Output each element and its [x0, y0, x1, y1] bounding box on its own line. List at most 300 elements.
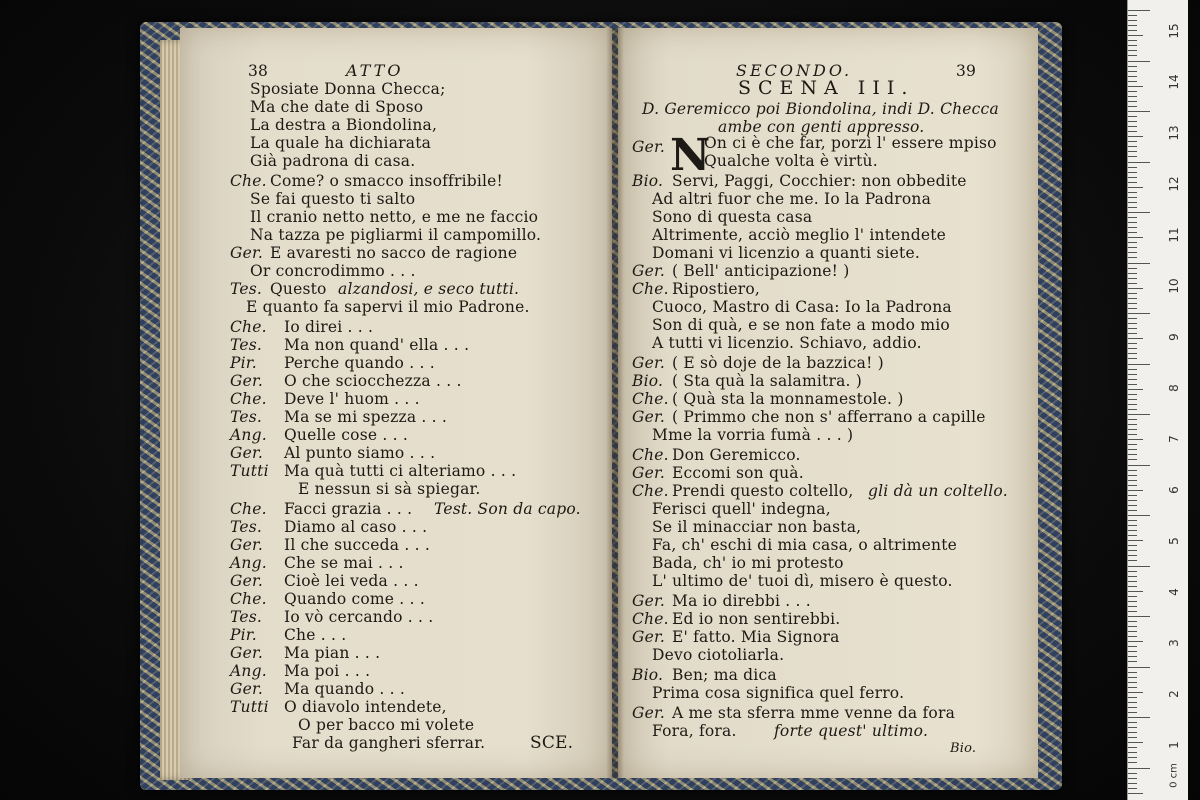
ruler-tick	[1128, 293, 1137, 294]
ruler-label: 0 cm	[1168, 763, 1180, 788]
speaker-label: Pir.	[230, 354, 257, 372]
text-line: Ma pian . . .	[284, 644, 381, 662]
ruler-tick	[1128, 212, 1150, 213]
ruler-tick	[1128, 126, 1137, 127]
text-line: La destra a Biondolina,	[250, 116, 438, 134]
text-line: Facci grazia . . .	[284, 500, 413, 518]
speaker-label: Che.	[230, 500, 267, 518]
text-line: Qualche volta è virtù.	[704, 152, 878, 170]
ruler-tick	[1128, 40, 1137, 41]
text-line: Ma non quand' ella . . .	[284, 336, 470, 354]
ruler-tick	[1128, 525, 1137, 526]
ruler-tick	[1128, 20, 1137, 21]
text-line: Cuoco, Mastro di Casa: Io la Padrona	[652, 298, 952, 316]
speaker-label: Tes.	[230, 336, 262, 354]
ruler-label: 3	[1167, 639, 1181, 647]
ruler-tick	[1128, 510, 1137, 511]
ruler-label: 14	[1167, 74, 1181, 90]
text-line: E avaresti no sacco de ragione	[270, 244, 518, 262]
text-line: Na tazza pe pigliarmi il campomillo.	[250, 226, 542, 244]
ruler-tick	[1128, 232, 1137, 233]
right-running-head: SECONDO.	[736, 61, 853, 80]
ruler-tick	[1128, 257, 1137, 258]
catchword: SCE.	[530, 733, 574, 753]
ruler-tick	[1128, 783, 1137, 784]
ruler-tick	[1128, 369, 1137, 370]
ruler-tick	[1128, 424, 1137, 425]
text-line: Bada, ch' io mi protesto	[652, 554, 844, 572]
ruler-tick	[1128, 459, 1137, 460]
ruler-tick	[1128, 596, 1137, 597]
ruler-label: 15	[1167, 23, 1181, 39]
text-line: Sposiate Donna Checca;	[250, 80, 446, 98]
ruler-tick	[1128, 187, 1143, 188]
ruler-tick	[1128, 566, 1150, 567]
left-page	[180, 28, 612, 778]
ruler-tick	[1128, 475, 1137, 476]
ruler-tick	[1128, 631, 1137, 632]
text-line: Perche quando . . .	[284, 354, 435, 372]
ruler-tick	[1128, 490, 1143, 491]
ruler-tick	[1128, 480, 1137, 481]
text-line: Io vò cercando . . .	[284, 608, 434, 626]
ruler-tick	[1128, 419, 1137, 420]
text-line: Ad altri fuor che me. Io la Padrona	[652, 190, 932, 208]
ruler-tick	[1128, 434, 1137, 435]
speaker-label: Che.	[632, 280, 669, 298]
ruler-tick	[1128, 626, 1137, 627]
speaker-label: Ger.	[230, 536, 263, 554]
drop-cap: N	[670, 130, 711, 181]
ruler-tick	[1128, 535, 1137, 536]
text-line: Ma io direbbi . . .	[672, 592, 811, 610]
text-line: Fa, ch' eschi di mia casa, o altrimente	[652, 536, 958, 554]
ruler-tick	[1128, 530, 1137, 531]
ruler-tick	[1128, 71, 1137, 72]
ruler-tick	[1128, 364, 1150, 365]
ruler-tick	[1128, 81, 1137, 82]
text-line: Eccomi son quà.	[672, 464, 804, 482]
ruler-label: 8	[1167, 384, 1181, 392]
ruler-tick	[1128, 793, 1143, 794]
ruler-tick	[1128, 444, 1137, 445]
ruler-tick	[1128, 399, 1137, 400]
ruler-tick	[1128, 252, 1137, 253]
text-line: Il cranio netto netto, e me ne faccio	[250, 208, 539, 226]
text-line: Domani vi licenzio a quanti siete.	[652, 244, 920, 262]
ruler-tick	[1128, 141, 1137, 142]
left-running-head: ATTO	[346, 61, 404, 80]
ruler-tick	[1128, 86, 1143, 87]
speaker-label: Tes.	[230, 408, 262, 426]
text-line: O che sciocchezza . . .	[284, 372, 462, 390]
left-page-number: 38	[248, 62, 269, 80]
text-line: On ci è che far, porzì l' essere mpiso	[704, 134, 997, 152]
speaker-label: Bio.	[632, 372, 664, 390]
measuring-ruler	[1127, 0, 1188, 800]
ruler-tick	[1128, 106, 1137, 107]
speaker-label: Tes.	[230, 280, 262, 298]
ruler-tick	[1128, 707, 1137, 708]
ruler-tick	[1128, 303, 1137, 304]
ruler-tick	[1128, 76, 1137, 77]
ruler-tick	[1128, 283, 1137, 284]
ruler-tick	[1128, 571, 1137, 572]
ruler-tick	[1128, 111, 1150, 112]
ruler-tick	[1128, 788, 1137, 789]
ruler-tick	[1128, 717, 1150, 718]
ruler-tick	[1128, 641, 1143, 642]
text-line: Ma quando . . .	[284, 680, 405, 698]
text-line: Mme la vorria fumà . . . )	[652, 426, 854, 444]
ruler-tick	[1128, 146, 1137, 147]
text-line: Al punto siamo . . .	[284, 444, 436, 462]
text-line: Che se mai . . .	[284, 554, 404, 572]
ruler-tick	[1128, 409, 1137, 410]
speaker-label: Ger.	[230, 244, 263, 262]
ruler-tick	[1128, 268, 1137, 269]
ruler-tick	[1128, 151, 1137, 152]
ruler-tick	[1128, 227, 1137, 228]
ruler-label: 13	[1167, 125, 1181, 141]
ruler-tick	[1128, 555, 1137, 556]
speaker-label: Che.	[230, 390, 267, 408]
text-line: Ma che date di Sposo	[250, 98, 424, 116]
speaker-label: Bio.	[632, 172, 664, 190]
ruler-tick	[1128, 217, 1137, 218]
scene-description: D. Geremicco poi Biondolina, indi D. Checca	[642, 100, 999, 118]
text-line: Cioè lei veda . . .	[284, 572, 419, 590]
ruler-tick	[1128, 581, 1137, 582]
ruler-tick	[1128, 25, 1137, 26]
ruler-tick	[1128, 601, 1137, 602]
stage-direction: forte quest' ultimo.	[774, 722, 929, 740]
speaker-label: Che.	[632, 610, 669, 628]
ruler-tick	[1128, 757, 1137, 758]
text-line: Ma quà tutti ci alteriamo . . .	[284, 462, 517, 480]
ruler-tick	[1128, 762, 1137, 763]
ruler-tick	[1128, 722, 1137, 723]
speaker-label: Che.	[632, 390, 669, 408]
ruler-tick	[1128, 414, 1150, 415]
ruler-tick	[1128, 778, 1137, 779]
ruler-tick	[1128, 91, 1137, 92]
ruler-tick	[1128, 318, 1137, 319]
ruler-tick	[1128, 636, 1137, 637]
text-line: Ma poi . . .	[284, 662, 371, 680]
speaker-label: Bio.	[632, 666, 664, 684]
ruler-tick	[1128, 747, 1137, 748]
text-line: Ferisci quell' indegna,	[652, 500, 831, 518]
ruler-tick	[1128, 384, 1137, 385]
ruler-tick	[1128, 439, 1143, 440]
text-line: Come? o smacco insoffribile!	[270, 172, 503, 190]
text-line: Già padrona di casa.	[250, 152, 416, 170]
ruler-tick	[1128, 732, 1137, 733]
speaker-label: Ang.	[230, 662, 267, 680]
ruler-tick	[1128, 30, 1137, 31]
ruler-tick	[1128, 687, 1137, 688]
ruler-tick	[1128, 222, 1137, 223]
speaker-label: Tes.	[230, 608, 262, 626]
ruler-tick	[1128, 621, 1137, 622]
ruler-tick	[1128, 545, 1137, 546]
text-line: Se il minacciar non basta,	[652, 518, 862, 536]
text-line: E' fatto. Mia Signora	[672, 628, 840, 646]
speaker-label: Pir.	[230, 626, 257, 644]
ruler-tick	[1128, 96, 1137, 97]
ruler-tick	[1128, 495, 1137, 496]
ruler-tick	[1128, 263, 1150, 264]
ruler-tick	[1128, 278, 1137, 279]
ruler-tick	[1128, 379, 1137, 380]
ruler-tick	[1128, 348, 1137, 349]
text-line: O per bacco mi volete	[298, 716, 475, 734]
text-line: Ben; ma dica	[672, 666, 777, 684]
ruler-tick	[1128, 323, 1137, 324]
text-line: Or concrodimmo . . .	[250, 262, 416, 280]
ruler-label: 11	[1167, 227, 1181, 243]
speaker-label: Che.	[230, 318, 267, 336]
text-line: Diamo al caso . . .	[284, 518, 428, 536]
ruler-tick	[1128, 353, 1137, 354]
text-line: L' ultimo de' tuoi dì, misero è questo.	[652, 572, 953, 590]
ruler-tick	[1128, 394, 1137, 395]
ruler-tick	[1128, 773, 1137, 774]
ruler-tick	[1128, 156, 1137, 157]
ruler-tick	[1128, 742, 1143, 743]
ruler-tick	[1128, 207, 1137, 208]
text-line: Ma se mi spezza . . .	[284, 408, 448, 426]
text-line: Son di quà, e se non fate a modo mio	[652, 316, 950, 334]
ruler-tick	[1128, 121, 1137, 122]
speaker-label: Tutti	[230, 462, 269, 480]
ruler-tick	[1128, 520, 1137, 521]
text-line: Che . . .	[284, 626, 347, 644]
speaker-label: Ger.	[230, 444, 263, 462]
ruler-tick	[1128, 540, 1143, 541]
ruler-tick	[1128, 298, 1137, 299]
ruler-tick	[1128, 515, 1150, 516]
speaker-label: Che.	[230, 172, 267, 190]
ruler-tick	[1128, 247, 1137, 248]
ruler-tick	[1128, 692, 1143, 693]
text-line: Fora, fora.	[652, 722, 737, 740]
stage-direction: gli dà un coltello.	[868, 482, 1008, 500]
ruler-tick	[1128, 10, 1150, 11]
speaker-label: Ger.	[230, 572, 263, 590]
speaker-label: Tutti	[230, 698, 269, 716]
ruler-tick	[1128, 702, 1137, 703]
ruler-label: 1	[1167, 741, 1181, 749]
text-line: Sono di questa casa	[652, 208, 813, 226]
text-line: ( Sta quà la salamitra. )	[672, 372, 863, 390]
ruler-tick	[1128, 656, 1137, 657]
speaker-label: Ger.	[632, 354, 665, 372]
speaker-label: Che.	[230, 590, 267, 608]
speaker-label: Ger.	[632, 262, 665, 280]
ruler-label: 6	[1167, 486, 1181, 494]
ruler-tick	[1128, 136, 1143, 137]
scene-description: ambe con genti appresso.	[718, 118, 925, 136]
ruler-tick	[1128, 15, 1137, 16]
speaker-label: Che.	[632, 482, 669, 500]
ruler-label: 9	[1167, 333, 1181, 341]
text-line: A tutti vi licenzio. Schiavo, addio.	[652, 334, 922, 352]
ruler-tick	[1128, 712, 1137, 713]
ruler-tick	[1128, 55, 1137, 56]
ruler-tick	[1128, 611, 1137, 612]
speaker-label: Ger.	[632, 628, 665, 646]
ruler-tick	[1128, 192, 1137, 193]
ruler-tick	[1128, 313, 1150, 314]
ruler-tick	[1128, 661, 1137, 662]
ruler-tick	[1128, 172, 1137, 173]
ruler-tick	[1128, 50, 1137, 51]
speaker-label: Ger.	[230, 680, 263, 698]
text-line: Questo	[270, 280, 327, 298]
text-line: Se fai questo ti salto	[250, 190, 416, 208]
text-line: Deve l' huom . . .	[284, 390, 420, 408]
ruler-tick	[1128, 182, 1137, 183]
ruler-tick	[1128, 338, 1143, 339]
speaker-label: Ger.	[632, 704, 665, 722]
ruler-tick	[1128, 273, 1137, 274]
ruler-tick	[1128, 131, 1137, 132]
stage-direction: Test. Son da capo.	[434, 500, 581, 518]
speaker-label: Ger.	[632, 408, 665, 426]
ruler-tick	[1128, 202, 1137, 203]
ruler-label: 4	[1167, 588, 1181, 596]
speaker-label: Ang.	[230, 554, 267, 572]
right-page	[618, 28, 1038, 778]
ruler-tick	[1128, 45, 1137, 46]
ruler-tick	[1128, 288, 1143, 289]
text-line: Ripostiero,	[672, 280, 761, 298]
ruler-tick	[1128, 485, 1137, 486]
ruler-tick	[1128, 560, 1137, 561]
text-line: Far da gangheri sferrar.	[292, 734, 486, 752]
speaker-label: Ger.	[632, 592, 665, 610]
ruler-tick	[1128, 333, 1137, 334]
ruler-tick	[1128, 308, 1137, 309]
book-gutter	[606, 28, 624, 778]
ruler-tick	[1128, 651, 1137, 652]
ruler-tick	[1128, 586, 1137, 587]
text-line: O diavolo intendete,	[284, 698, 447, 716]
text-line: Prima cosa significa quel ferro.	[652, 684, 905, 702]
text-line: Servi, Paggi, Cocchier: non obbedite	[672, 172, 967, 190]
ruler-tick	[1128, 237, 1143, 238]
text-line: Il che succeda . . .	[284, 536, 430, 554]
ruler-tick	[1128, 343, 1137, 344]
speaker-label: Ger.	[230, 644, 263, 662]
text-line: ( Primmo che non s' afferrano a capille	[672, 408, 986, 426]
ruler-label: 5	[1167, 537, 1181, 545]
text-line: ( E sò doje de la bazzica! )	[672, 354, 884, 372]
ruler-tick	[1128, 374, 1137, 375]
text-line: Altrimente, acciò meglio l' intendete	[652, 226, 947, 244]
ruler-tick	[1128, 697, 1137, 698]
ruler-tick	[1128, 197, 1137, 198]
text-line: E quanto fa sapervi il mio Padrone.	[246, 298, 530, 316]
speaker-label: Ger.	[632, 138, 665, 156]
ruler-tick	[1128, 616, 1150, 617]
catchword: Bio.	[950, 741, 977, 756]
ruler-tick	[1128, 101, 1137, 102]
ruler-tick	[1128, 449, 1137, 450]
ruler-tick	[1128, 505, 1137, 506]
ruler-tick	[1128, 167, 1137, 168]
text-line: La quale ha dichiarata	[250, 134, 432, 152]
ruler-label: 10	[1167, 278, 1181, 294]
ruler-tick	[1128, 550, 1137, 551]
text-line: Ed io non sentirebbi.	[672, 610, 841, 628]
speaker-label: Ger.	[230, 372, 263, 390]
ruler-tick	[1128, 606, 1137, 607]
ruler-tick	[1128, 66, 1137, 67]
ruler-tick	[1128, 591, 1143, 592]
ruler-tick	[1128, 682, 1137, 683]
text-line: Quelle cose . . .	[284, 426, 408, 444]
right-page-number: 39	[956, 62, 977, 80]
ruler-tick	[1128, 162, 1150, 163]
ruler-tick	[1128, 429, 1137, 430]
text-line: Io direi . . .	[284, 318, 374, 336]
ruler-tick	[1128, 500, 1137, 501]
ruler-tick	[1128, 672, 1137, 673]
ruler-tick	[1128, 358, 1137, 359]
ruler-tick	[1128, 389, 1143, 390]
text-line: ( Quà sta la monnamestole. )	[672, 390, 904, 408]
scene-title: SCENA III.	[738, 77, 915, 99]
text-line: E nessun si sà spiegar.	[298, 480, 481, 498]
ruler-tick	[1128, 576, 1137, 577]
ruler-tick	[1128, 667, 1150, 668]
ruler-label: 7	[1167, 435, 1181, 443]
text-line: A me sta sferra mme venne da fora	[672, 704, 956, 722]
text-line: Don Geremicco.	[672, 446, 801, 464]
speaker-label: Ang.	[230, 426, 267, 444]
ruler-label: 2	[1167, 690, 1181, 698]
ruler-tick	[1128, 646, 1137, 647]
ruler-tick	[1128, 727, 1137, 728]
stage-direction: alzandosi, e seco tutti.	[338, 280, 520, 298]
ruler-tick	[1128, 404, 1137, 405]
text-line: Devo ciotoliarla.	[652, 646, 785, 664]
ruler-tick	[1128, 752, 1137, 753]
ruler-tick	[1128, 677, 1137, 678]
ruler-tick	[1128, 328, 1137, 329]
ruler-tick	[1128, 737, 1137, 738]
text-line: Quando come . . .	[284, 590, 425, 608]
ruler-tick	[1128, 768, 1150, 769]
ruler-tick	[1128, 177, 1137, 178]
ruler-tick	[1128, 470, 1137, 471]
ruler-label: 12	[1167, 176, 1181, 192]
text-line: ( Bell' anticipazione! )	[672, 262, 850, 280]
ruler-tick	[1128, 465, 1150, 466]
ruler-tick	[1128, 454, 1137, 455]
text-line: Prendi questo coltello,	[672, 482, 854, 500]
ruler-tick	[1128, 61, 1150, 62]
ruler-tick	[1128, 116, 1137, 117]
ruler-tick	[1128, 35, 1143, 36]
speaker-label: Ger.	[632, 464, 665, 482]
ruler-tick	[1128, 242, 1137, 243]
speaker-label: Tes.	[230, 518, 262, 536]
speaker-label: Che.	[632, 446, 669, 464]
